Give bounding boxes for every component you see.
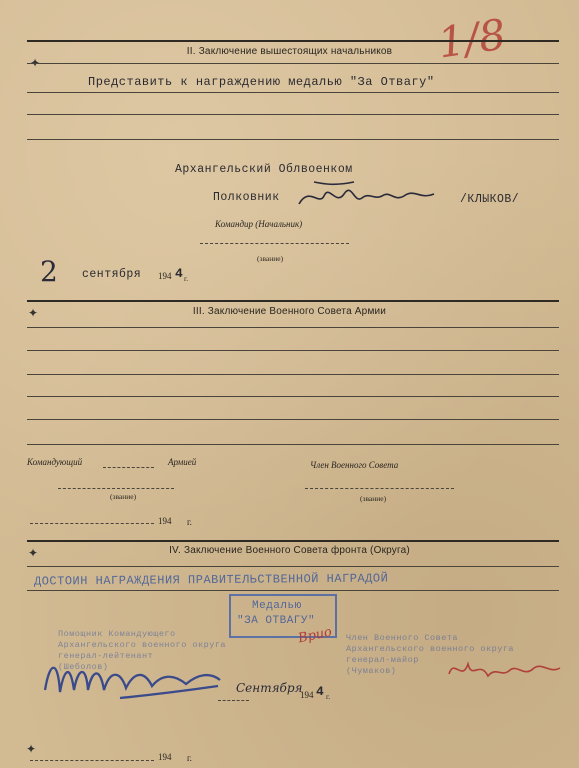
section2-header: II. Заключение вышестоящих начальников [186,46,393,57]
hand-year-prefix: 194 [300,690,314,700]
right-sig-line: Член Военного Совета [346,633,459,643]
bottom-date-line [30,760,154,761]
issuer-date-month: сентября [82,268,142,281]
rule [27,590,559,591]
left-sig-line: Архангельского военного округа [58,640,227,650]
date-line [218,700,249,701]
rule [27,139,559,140]
rule [27,114,559,115]
issuer-surname: /КЛЫКОВ/ [460,193,520,206]
rank-line [200,243,349,244]
issuer-role-caption: Командир (Начальник) [215,219,303,229]
hole-mark: ✦ [28,546,39,560]
issuer-date-year-digit: 4 [175,266,184,281]
army-number-line [103,467,154,468]
rank-line [58,488,174,489]
rank-caption-right: (звание) [360,494,387,503]
issuer-signature [294,176,459,216]
issuer-office: Архангельский Облвоенком [175,163,353,176]
rank-caption-left: (звание) [110,492,137,501]
rule [27,374,559,375]
right-sig-line: Архангельского военного округа [346,644,515,654]
issuer-date-suffix: г. [184,274,189,283]
approval-stamp-line: ДОСТОИН НАГРАЖДЕНИЯ ПРАВИТЕЛЬСТВЕННОЙ НАГРАДОЙ [33,571,389,589]
rank-caption: (звание) [257,254,284,263]
section3-year-prefix: 194 [158,516,172,526]
section4-header: IV. Заключение Военного Совета фронта (Округа) [169,545,410,556]
rule [27,419,559,420]
rule [27,327,559,328]
section3-year-suffix: г. [187,517,192,527]
issuer-date-day: 2 [40,255,58,288]
section-divider [27,300,559,302]
rule [27,444,559,445]
hole-mark: ✦ [30,56,41,70]
right-sig-line: (Чумаков) [346,666,397,676]
council-member-label: Член Военного Совета [310,460,399,470]
army-label: Армией [168,457,197,467]
hole-mark: ✦ [28,306,39,320]
section-divider [27,40,559,42]
right-red-signature [444,654,564,690]
rule [27,566,559,567]
issuer-rank: Полковник [213,191,280,204]
bottom-year-prefix: 194 [158,752,172,762]
issuer-date-year-prefix: 194 [158,271,172,281]
section2-conclusion: Представить к награждению медалью "За Отвагу" [88,75,435,89]
left-sig-line: Помощник Командующего [58,629,176,639]
section-divider [27,540,559,542]
award-stamp-line2: "ЗА ОТВАГУ" [237,615,316,627]
section3-header: III. Заключение Военного Совета Армии [192,306,387,317]
rule [27,63,559,64]
commander-label: Командующий [27,457,83,467]
top-red-mark: 1/8 [434,9,509,68]
hole-mark: ✦ [26,742,37,756]
rule [27,92,559,93]
right-sig-line: генерал-майор [346,655,419,665]
bottom-year-suffix: г. [187,753,192,763]
hand-date-month: Сентября [236,681,303,695]
red-acting-mark: Врио [296,624,334,647]
hand-year-digit: 4 [316,684,325,699]
rule [27,350,559,351]
award-stamp-line1: Медалью [252,600,302,612]
hand-year-suffix: г. [326,692,331,701]
left-sig-line: генерал-лейтенант [58,651,154,661]
date-line [30,523,154,524]
left-signature [40,650,230,708]
rank-line [305,488,454,489]
rule [27,396,559,397]
left-sig-line: (Шеболов) [58,662,109,672]
